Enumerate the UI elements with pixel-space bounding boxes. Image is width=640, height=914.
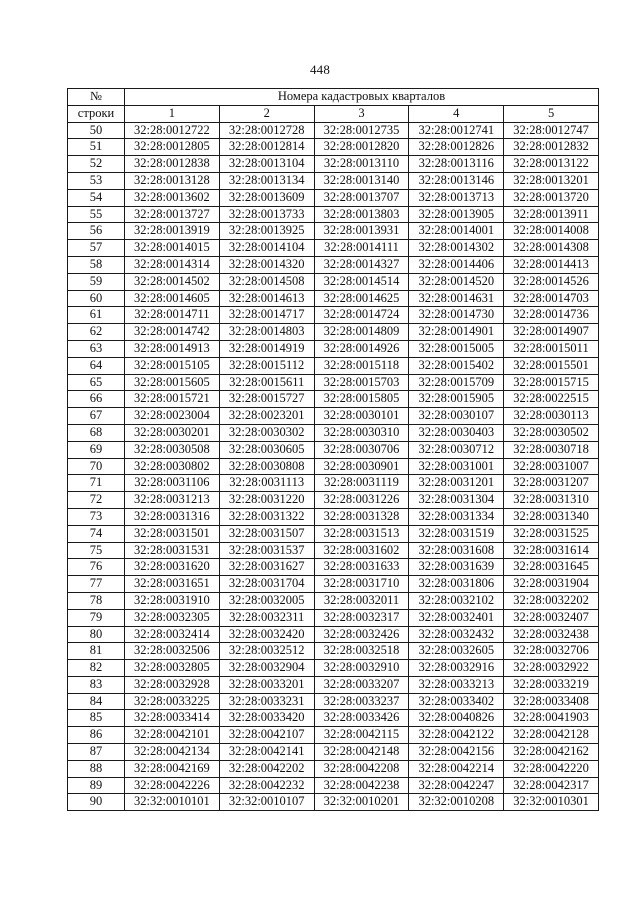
cadastral-number-cell: 32:28:0032426 — [314, 626, 409, 643]
cadastral-number-cell: 32:28:0014919 — [219, 340, 314, 357]
table-row — [68, 475, 599, 492]
cadastral-number-cell: 32:28:0013905 — [409, 206, 504, 223]
cadastral-number-cell: 32:28:0042128 — [504, 727, 599, 744]
cadastral-number-cell: 32:28:0012728 — [219, 122, 314, 139]
cadastral-number-cell: 32:28:0014406 — [409, 256, 504, 273]
row-number: 79 — [68, 609, 125, 626]
cadastral-number-cell: 32:28:0031639 — [409, 559, 504, 576]
cadastral-number-cell: 32:28:0015727 — [219, 391, 314, 408]
table-row — [68, 357, 599, 374]
cadastral-number-cell: 32:28:0013925 — [219, 223, 314, 240]
cadastral-number-cell: 32:28:0031213 — [125, 492, 220, 509]
table-body — [68, 122, 599, 811]
table-row — [68, 223, 599, 240]
row-number: 58 — [68, 256, 125, 273]
cadastral-number-cell: 32:28:0032904 — [219, 660, 314, 677]
row-number: 87 — [68, 744, 125, 761]
cadastral-number-cell: 32:28:0032401 — [409, 609, 504, 626]
column-header-2: 2 — [219, 105, 314, 122]
cadastral-number-cell: 32:32:0010107 — [219, 794, 314, 811]
table-row — [68, 391, 599, 408]
cadastral-number-cell: 32:28:0014001 — [409, 223, 504, 240]
column-header-4: 4 — [409, 105, 504, 122]
cadastral-number-cell: 32:28:0013609 — [219, 189, 314, 206]
cadastral-number-cell: 32:28:0033414 — [125, 710, 220, 727]
row-number: 66 — [68, 391, 125, 408]
cadastral-number-cell: 32:28:0032202 — [504, 592, 599, 609]
cadastral-number-cell: 32:28:0015703 — [314, 374, 409, 391]
cadastral-number-cell: 32:28:0032922 — [504, 660, 599, 677]
cadastral-number-cell: 32:28:0031513 — [314, 525, 409, 542]
row-number: 61 — [68, 307, 125, 324]
cadastral-number-cell: 32:28:0032518 — [314, 643, 409, 660]
cadastral-number-cell: 32:28:0012805 — [125, 139, 220, 156]
cadastral-number-cell: 32:28:0013128 — [125, 172, 220, 189]
cadastral-number-cell: 32:28:0013727 — [125, 206, 220, 223]
row-number: 64 — [68, 357, 125, 374]
cadastral-number-cell: 32:28:0014907 — [504, 324, 599, 341]
cadastral-number-cell: 32:28:0032512 — [219, 643, 314, 660]
cadastral-number-cell: 32:28:0031310 — [504, 492, 599, 509]
cadastral-number-cell: 32:28:0031328 — [314, 508, 409, 525]
table-row — [68, 458, 599, 475]
row-number: 52 — [68, 156, 125, 173]
cadastral-number-cell: 32:28:0033402 — [409, 693, 504, 710]
cadastral-number-cell: 32:28:0014901 — [409, 324, 504, 341]
table-row — [68, 139, 599, 156]
cadastral-number-cell: 32:28:0030502 — [504, 424, 599, 441]
row-number: 56 — [68, 223, 125, 240]
row-number: 67 — [68, 408, 125, 425]
cadastral-number-cell: 32:28:0042238 — [314, 777, 409, 794]
cadastral-number-cell: 32:28:0014711 — [125, 307, 220, 324]
cadastral-number-cell: 32:28:0031645 — [504, 559, 599, 576]
row-number: 83 — [68, 676, 125, 693]
table-row — [68, 660, 599, 677]
cadastral-number-cell: 32:28:0041903 — [504, 710, 599, 727]
cadastral-number-cell: 32:28:0014520 — [409, 273, 504, 290]
table-row — [68, 576, 599, 593]
row-number-header-line2: строки — [68, 105, 125, 122]
cadastral-number-cell: 32:28:0031113 — [219, 475, 314, 492]
cadastral-number-cell: 32:28:0013931 — [314, 223, 409, 240]
cadastral-number-cell: 32:28:0014508 — [219, 273, 314, 290]
cadastral-number-cell: 32:28:0032420 — [219, 626, 314, 643]
row-number: 63 — [68, 340, 125, 357]
cadastral-number-cell: 32:28:0013110 — [314, 156, 409, 173]
cadastral-number-cell: 32:28:0031537 — [219, 542, 314, 559]
cadastral-number-cell: 32:28:0032928 — [125, 676, 220, 693]
cadastral-number-cell: 32:28:0013201 — [504, 172, 599, 189]
cadastral-number-cell: 32:28:0042101 — [125, 727, 220, 744]
cadastral-number-cell: 32:28:0013707 — [314, 189, 409, 206]
page-number: 448 — [309, 62, 331, 77]
cadastral-number-cell: 32:28:0032317 — [314, 609, 409, 626]
table-row — [68, 592, 599, 609]
cadastral-number-cell: 32:28:0032407 — [504, 609, 599, 626]
cadastral-number-cell: 32:28:0031519 — [409, 525, 504, 542]
cadastral-number-cell: 32:28:0032414 — [125, 626, 220, 643]
cadastral-number-cell: 32:28:0014803 — [219, 324, 314, 341]
table-header — [68, 89, 599, 123]
cadastral-number-cell: 32:28:0042162 — [504, 744, 599, 761]
row-number: 78 — [68, 592, 125, 609]
table-row — [68, 626, 599, 643]
cadastral-number-cell: 32:28:0015605 — [125, 374, 220, 391]
cadastral-number-cell: 32:28:0032506 — [125, 643, 220, 660]
row-number: 85 — [68, 710, 125, 727]
row-number: 76 — [68, 559, 125, 576]
cadastral-number-cell: 32:28:0014104 — [219, 240, 314, 257]
cadastral-number-cell: 32:28:0015005 — [409, 340, 504, 357]
table-row — [68, 525, 599, 542]
cadastral-number-cell: 32:28:0042247 — [409, 777, 504, 794]
cadastral-number-cell: 32:32:0010208 — [409, 794, 504, 811]
cadastral-number-cell: 32:28:0031201 — [409, 475, 504, 492]
cadastral-number-cell: 32:28:0030310 — [314, 424, 409, 441]
cadastral-number-cell: 32:28:0014631 — [409, 290, 504, 307]
cadastral-number-cell: 32:28:0031507 — [219, 525, 314, 542]
cadastral-number-cell: 32:28:0032910 — [314, 660, 409, 677]
cadastral-number-cell: 32:28:0030403 — [409, 424, 504, 441]
table-row — [68, 727, 599, 744]
cadastral-number-cell: 32:28:0015805 — [314, 391, 409, 408]
row-number-header-line1: № — [68, 89, 125, 106]
cadastral-number-cell: 32:28:0031704 — [219, 576, 314, 593]
row-number: 77 — [68, 576, 125, 593]
cadastral-number-cell: 32:28:0012814 — [219, 139, 314, 156]
table-row — [68, 424, 599, 441]
cadastral-number-cell: 32:28:0014502 — [125, 273, 220, 290]
cadastral-number-cell: 32:28:0031304 — [409, 492, 504, 509]
cadastral-number-cell: 32:28:0015118 — [314, 357, 409, 374]
cadastral-number-cell: 32:28:0031651 — [125, 576, 220, 593]
cadastral-number-cell: 32:28:0033207 — [314, 676, 409, 693]
table-row — [68, 156, 599, 173]
cadastral-number-cell: 32:28:0031334 — [409, 508, 504, 525]
cadastral-number-cell: 32:28:0012747 — [504, 122, 599, 139]
cadastral-number-cell: 32:28:0013911 — [504, 206, 599, 223]
row-number: 75 — [68, 542, 125, 559]
cadastral-number-cell: 32:28:0033201 — [219, 676, 314, 693]
row-number: 90 — [68, 794, 125, 811]
cadastral-number-cell: 32:28:0015011 — [504, 340, 599, 357]
cadastral-number-cell: 32:28:0030201 — [125, 424, 220, 441]
table-row — [68, 206, 599, 223]
cadastral-number-cell: 32:28:0031220 — [219, 492, 314, 509]
cadastral-number-cell: 32:28:0032311 — [219, 609, 314, 626]
cadastral-number-cell: 32:28:0014703 — [504, 290, 599, 307]
table-row — [68, 508, 599, 525]
cadastral-number-cell: 32:28:0032305 — [125, 609, 220, 626]
cadastral-quarters-table — [67, 88, 599, 811]
cadastral-number-cell: 32:28:0032605 — [409, 643, 504, 660]
cadastral-number-cell: 32:28:0030901 — [314, 458, 409, 475]
cadastral-number-cell: 32:28:0030712 — [409, 441, 504, 458]
row-number: 60 — [68, 290, 125, 307]
cadastral-number-cell: 32:28:0031007 — [504, 458, 599, 475]
cadastral-number-cell: 32:28:0032005 — [219, 592, 314, 609]
row-number: 84 — [68, 693, 125, 710]
cadastral-number-cell: 32:28:0012735 — [314, 122, 409, 139]
table-row — [68, 777, 599, 794]
cadastral-number-cell: 32:28:0022515 — [504, 391, 599, 408]
row-number: 53 — [68, 172, 125, 189]
row-number: 82 — [68, 660, 125, 677]
row-number: 50 — [68, 122, 125, 139]
cadastral-number-cell: 32:28:0015611 — [219, 374, 314, 391]
cadastral-number-cell: 32:28:0014302 — [409, 240, 504, 257]
row-number: 65 — [68, 374, 125, 391]
cadastral-number-cell: 32:28:0013733 — [219, 206, 314, 223]
cadastral-number-cell: 32:28:0042220 — [504, 760, 599, 777]
cadastral-number-cell: 32:28:0023004 — [125, 408, 220, 425]
cadastral-number-cell: 32:28:0014605 — [125, 290, 220, 307]
table-row — [68, 676, 599, 693]
cadastral-number-cell: 32:28:0042232 — [219, 777, 314, 794]
cadastral-number-cell: 32:28:0013140 — [314, 172, 409, 189]
cadastral-number-cell: 32:28:0014111 — [314, 240, 409, 257]
cadastral-number-cell: 32:28:0031602 — [314, 542, 409, 559]
row-number: 62 — [68, 324, 125, 341]
group-header: Номера кадастровых кварталов — [125, 89, 599, 106]
cadastral-number-cell: 32:28:0014736 — [504, 307, 599, 324]
table-row — [68, 542, 599, 559]
cadastral-number-cell: 32:28:0014625 — [314, 290, 409, 307]
cadastral-number-cell: 32:28:0031910 — [125, 592, 220, 609]
table-row — [68, 441, 599, 458]
cadastral-number-cell: 32:28:0031633 — [314, 559, 409, 576]
cadastral-number-cell: 32:28:0032805 — [125, 660, 220, 677]
cadastral-number-cell: 32:28:0031501 — [125, 525, 220, 542]
cadastral-number-cell: 32:28:0013602 — [125, 189, 220, 206]
cadastral-number-cell: 32:28:0033408 — [504, 693, 599, 710]
cadastral-number-cell: 32:28:0032916 — [409, 660, 504, 677]
cadastral-number-cell: 32:28:0012826 — [409, 139, 504, 156]
cadastral-number-cell: 32:28:0031226 — [314, 492, 409, 509]
cadastral-number-cell: 32:28:0042122 — [409, 727, 504, 744]
cadastral-number-cell: 32:28:0031608 — [409, 542, 504, 559]
cadastral-number-cell: 32:28:0030605 — [219, 441, 314, 458]
cadastral-number-cell: 32:28:0014514 — [314, 273, 409, 290]
cadastral-number-cell: 32:28:0013803 — [314, 206, 409, 223]
table-row — [68, 744, 599, 761]
cadastral-number-cell: 32:28:0012722 — [125, 122, 220, 139]
row-number: 71 — [68, 475, 125, 492]
cadastral-number-cell: 32:28:0042202 — [219, 760, 314, 777]
cadastral-number-cell: 32:28:0031806 — [409, 576, 504, 593]
cadastral-number-cell: 32:28:0014008 — [504, 223, 599, 240]
cadastral-number-cell: 32:28:0014913 — [125, 340, 220, 357]
cadastral-number-cell: 32:28:0014015 — [125, 240, 220, 257]
cadastral-number-cell: 32:28:0013122 — [504, 156, 599, 173]
cadastral-number-cell: 32:28:0014809 — [314, 324, 409, 341]
table-row — [68, 609, 599, 626]
row-number: 55 — [68, 206, 125, 223]
row-number: 72 — [68, 492, 125, 509]
cadastral-number-cell: 32:28:0031322 — [219, 508, 314, 525]
cadastral-number-cell: 32:28:0030808 — [219, 458, 314, 475]
cadastral-number-cell: 32:28:0031340 — [504, 508, 599, 525]
table-row — [68, 794, 599, 811]
cadastral-number-cell: 32:28:0015501 — [504, 357, 599, 374]
cadastral-number-cell: 32:28:0033225 — [125, 693, 220, 710]
cadastral-number-cell: 32:28:0014730 — [409, 307, 504, 324]
cadastral-number-cell: 32:28:0014526 — [504, 273, 599, 290]
row-number: 54 — [68, 189, 125, 206]
column-header-1: 1 — [125, 105, 220, 122]
row-number: 68 — [68, 424, 125, 441]
row-number: 88 — [68, 760, 125, 777]
cadastral-number-cell: 32:28:0042169 — [125, 760, 220, 777]
cadastral-number-cell: 32:28:0042134 — [125, 744, 220, 761]
cadastral-number-cell: 32:28:0013713 — [409, 189, 504, 206]
column-header-3: 3 — [314, 105, 409, 122]
cadastral-number-cell: 32:28:0015105 — [125, 357, 220, 374]
cadastral-number-cell: 32:28:0031614 — [504, 542, 599, 559]
cadastral-number-cell: 32:28:0030706 — [314, 441, 409, 458]
cadastral-number-cell: 32:28:0012832 — [504, 139, 599, 156]
cadastral-number-cell: 32:28:0012741 — [409, 122, 504, 139]
cadastral-number-cell: 32:28:0014724 — [314, 307, 409, 324]
table-row — [68, 122, 599, 139]
cadastral-number-cell: 32:28:0031904 — [504, 576, 599, 593]
cadastral-number-cell: 32:28:0033231 — [219, 693, 314, 710]
cadastral-number-cell: 32:28:0014742 — [125, 324, 220, 341]
cadastral-number-cell: 32:28:0030718 — [504, 441, 599, 458]
cadastral-number-cell: 32:28:0033426 — [314, 710, 409, 727]
cadastral-number-cell: 32:28:0013116 — [409, 156, 504, 173]
cadastral-number-cell: 32:28:0040826 — [409, 710, 504, 727]
cadastral-number-cell: 32:28:0030302 — [219, 424, 314, 441]
cadastral-number-cell: 32:28:0012820 — [314, 139, 409, 156]
row-number: 59 — [68, 273, 125, 290]
cadastral-number-cell: 32:28:0032706 — [504, 643, 599, 660]
cadastral-number-cell: 32:28:0013720 — [504, 189, 599, 206]
cadastral-number-cell: 32:28:0042141 — [219, 744, 314, 761]
cadastral-number-cell: 32:28:0014320 — [219, 256, 314, 273]
cadastral-number-cell: 32:28:0030802 — [125, 458, 220, 475]
row-number: 51 — [68, 139, 125, 156]
cadastral-number-cell: 32:28:0014717 — [219, 307, 314, 324]
table-row — [68, 643, 599, 660]
cadastral-number-cell: 32:28:0014308 — [504, 240, 599, 257]
cadastral-number-cell: 32:28:0031620 — [125, 559, 220, 576]
row-number: 81 — [68, 643, 125, 660]
row-number: 69 — [68, 441, 125, 458]
cadastral-number-cell: 32:28:0031119 — [314, 475, 409, 492]
cadastral-number-cell: 32:28:0031525 — [504, 525, 599, 542]
cadastral-number-cell: 32:28:0031001 — [409, 458, 504, 475]
column-header-5: 5 — [504, 105, 599, 122]
table-row — [68, 273, 599, 290]
cadastral-number-cell: 32:28:0032102 — [409, 592, 504, 609]
cadastral-number-cell: 32:28:0014413 — [504, 256, 599, 273]
table-row — [68, 189, 599, 206]
cadastral-number-cell: 32:28:0042317 — [504, 777, 599, 794]
cadastral-number-cell: 32:28:0042148 — [314, 744, 409, 761]
cadastral-number-cell: 32:28:0014613 — [219, 290, 314, 307]
cadastral-number-cell: 32:28:0013134 — [219, 172, 314, 189]
table-row — [68, 492, 599, 509]
cadastral-number-cell: 32:28:0042115 — [314, 727, 409, 744]
table-row — [68, 710, 599, 727]
row-number: 57 — [68, 240, 125, 257]
cadastral-number-cell: 32:28:0013146 — [409, 172, 504, 189]
table-row — [68, 307, 599, 324]
cadastral-number-cell: 32:28:0030101 — [314, 408, 409, 425]
cadastral-number-cell: 32:28:0042156 — [409, 744, 504, 761]
table-row — [68, 324, 599, 341]
cadastral-number-cell: 32:28:0031531 — [125, 542, 220, 559]
cadastral-number-cell: 32:28:0015112 — [219, 357, 314, 374]
cadastral-number-cell: 32:28:0031316 — [125, 508, 220, 525]
cadastral-number-cell: 32:28:0032438 — [504, 626, 599, 643]
table-row — [68, 760, 599, 777]
cadastral-number-cell: 32:28:0014314 — [125, 256, 220, 273]
cadastral-number-cell: 32:28:0031627 — [219, 559, 314, 576]
table-row — [68, 408, 599, 425]
table-row — [68, 240, 599, 257]
row-number: 70 — [68, 458, 125, 475]
cadastral-number-cell: 32:28:0033420 — [219, 710, 314, 727]
cadastral-number-cell: 32:28:0033219 — [504, 676, 599, 693]
cadastral-number-cell: 32:28:0032432 — [409, 626, 504, 643]
cadastral-number-cell: 32:28:0023201 — [219, 408, 314, 425]
row-number: 80 — [68, 626, 125, 643]
cadastral-number-cell: 32:28:0030113 — [504, 408, 599, 425]
row-number: 86 — [68, 727, 125, 744]
cadastral-number-cell: 32:28:0014926 — [314, 340, 409, 357]
cadastral-number-cell: 32:28:0015721 — [125, 391, 220, 408]
row-number: 73 — [68, 508, 125, 525]
row-number: 74 — [68, 525, 125, 542]
cadastral-number-cell: 32:28:0015715 — [504, 374, 599, 391]
cadastral-number-cell: 32:28:0042208 — [314, 760, 409, 777]
cadastral-number-cell: 32:28:0042107 — [219, 727, 314, 744]
table-row — [68, 172, 599, 189]
table-row — [68, 340, 599, 357]
cadastral-number-cell: 32:28:0031106 — [125, 475, 220, 492]
table-row — [68, 559, 599, 576]
cadastral-number-cell: 32:28:0042214 — [409, 760, 504, 777]
table-row — [68, 256, 599, 273]
table-row — [68, 290, 599, 307]
cadastral-number-cell: 32:28:0015709 — [409, 374, 504, 391]
cadastral-number-cell: 32:28:0033213 — [409, 676, 504, 693]
cadastral-number-cell: 32:32:0010101 — [125, 794, 220, 811]
cadastral-number-cell: 32:28:0032011 — [314, 592, 409, 609]
row-number: 89 — [68, 777, 125, 794]
cadastral-number-cell: 32:28:0030107 — [409, 408, 504, 425]
cadastral-number-cell: 32:28:0031207 — [504, 475, 599, 492]
cadastral-number-cell: 32:28:0012838 — [125, 156, 220, 173]
cadastral-number-cell: 32:28:0013919 — [125, 223, 220, 240]
table-row — [68, 374, 599, 391]
cadastral-number-cell: 32:28:0033237 — [314, 693, 409, 710]
cadastral-number-cell: 32:28:0014327 — [314, 256, 409, 273]
cadastral-number-cell: 32:28:0015905 — [409, 391, 504, 408]
cadastral-number-cell: 32:32:0010301 — [504, 794, 599, 811]
cadastral-number-cell: 32:28:0042226 — [125, 777, 220, 794]
cadastral-number-cell: 32:28:0030508 — [125, 441, 220, 458]
table-row — [68, 693, 599, 710]
cadastral-number-cell: 32:28:0031710 — [314, 576, 409, 593]
cadastral-number-cell: 32:28:0015402 — [409, 357, 504, 374]
cadastral-number-cell: 32:32:0010201 — [314, 794, 409, 811]
cadastral-number-cell: 32:28:0013104 — [219, 156, 314, 173]
